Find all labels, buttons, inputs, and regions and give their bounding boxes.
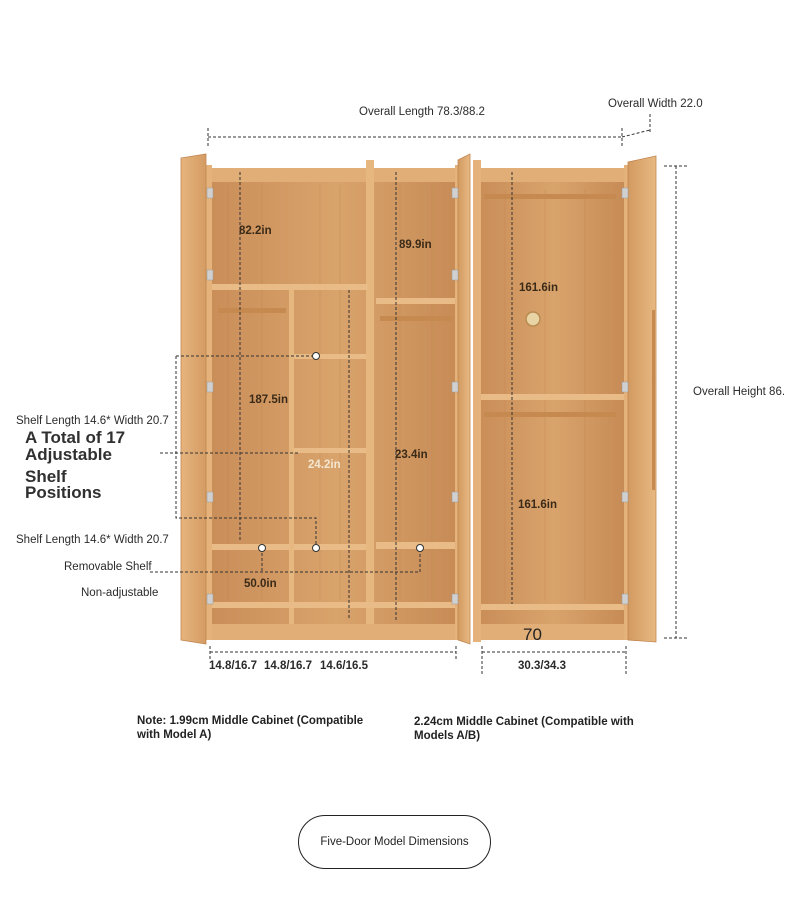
right-bottom-board	[480, 604, 626, 610]
width-bay3: 14.6/16.5	[320, 660, 368, 672]
overall-length-label: Overall Length 78.3/88.2	[359, 106, 485, 118]
shelf-bay3-low	[376, 542, 456, 549]
bottom-board-left	[208, 602, 466, 608]
shelf-upper-left	[208, 284, 368, 290]
non-adjustable-label: Non-adjustable	[81, 587, 159, 599]
total-positions-line2: Adjustable	[25, 445, 112, 464]
shelf-lower-callout: Shelf Length 14.6* Width 20.7	[16, 534, 169, 546]
shelf-bay3-top	[376, 298, 456, 304]
right-top-board	[478, 168, 630, 182]
caption-pill	[298, 815, 491, 869]
shelf-upper-callout: Shelf Length 14.6* Width 20.7	[16, 415, 169, 427]
width-right-bay: 30.3/34.3	[518, 660, 566, 672]
shelf-mid-2	[294, 448, 366, 453]
divider-1	[289, 288, 294, 624]
rail-left	[218, 308, 286, 313]
total-positions-line1: A Total of 17	[25, 428, 126, 447]
removable-shelf-label: Removable Shelf	[64, 561, 152, 573]
overall-width-label: Overall Width 22.0	[608, 98, 703, 110]
height-right-upper: 161.6in	[519, 282, 558, 294]
left-cabinet	[181, 154, 470, 644]
total-positions-line3: Shelf	[25, 467, 67, 486]
divider-2	[366, 160, 374, 624]
height-left-bottom: 50.0in	[244, 578, 277, 590]
width-bay2: 14.8/16.7	[264, 660, 312, 672]
overall-height-label: Overall Height 86.	[693, 386, 786, 398]
right-cabinet	[473, 156, 656, 642]
left-door-open	[181, 154, 206, 644]
height-mid-hanging: 23.4in	[395, 449, 428, 461]
height-left-top: 82.2in	[239, 225, 272, 237]
height-right-base: 70	[523, 625, 542, 644]
rail-mid	[380, 316, 452, 321]
shelf-mid-3	[294, 544, 366, 550]
middle-door-open	[458, 154, 470, 644]
height-right-lower: 161.6in	[518, 499, 557, 511]
right-plinth	[478, 624, 630, 640]
height-mid-top: 89.9in	[399, 239, 432, 251]
height-left-hanging: 187.5in	[249, 394, 288, 406]
left-plinth	[206, 624, 468, 640]
shelf-bay1-low	[208, 544, 290, 550]
door-handle	[652, 310, 655, 490]
height-mid-shelf: 24.2in	[308, 459, 341, 471]
width-bay1: 14.8/16.7	[209, 660, 257, 672]
right-side-left	[473, 160, 481, 642]
right-door-open	[628, 156, 656, 642]
right-shelf	[480, 394, 626, 400]
right-cabinet-back	[478, 170, 630, 640]
right-rail-low	[484, 412, 616, 417]
note-right: 2.24cm Middle Cabinet (Compatible with Models A/B)	[414, 716, 634, 742]
right-rail-top	[484, 194, 616, 199]
caption-text: Five-Door Model Dimensions	[320, 836, 469, 848]
light-fixture	[526, 312, 540, 326]
left-top-board	[206, 168, 468, 182]
note-left: Note: 1.99cm Middle Cabinet (Compatible with Model A)	[137, 715, 364, 741]
shelf-mid-1	[294, 354, 366, 359]
total-positions-line4: Positions	[25, 483, 102, 502]
